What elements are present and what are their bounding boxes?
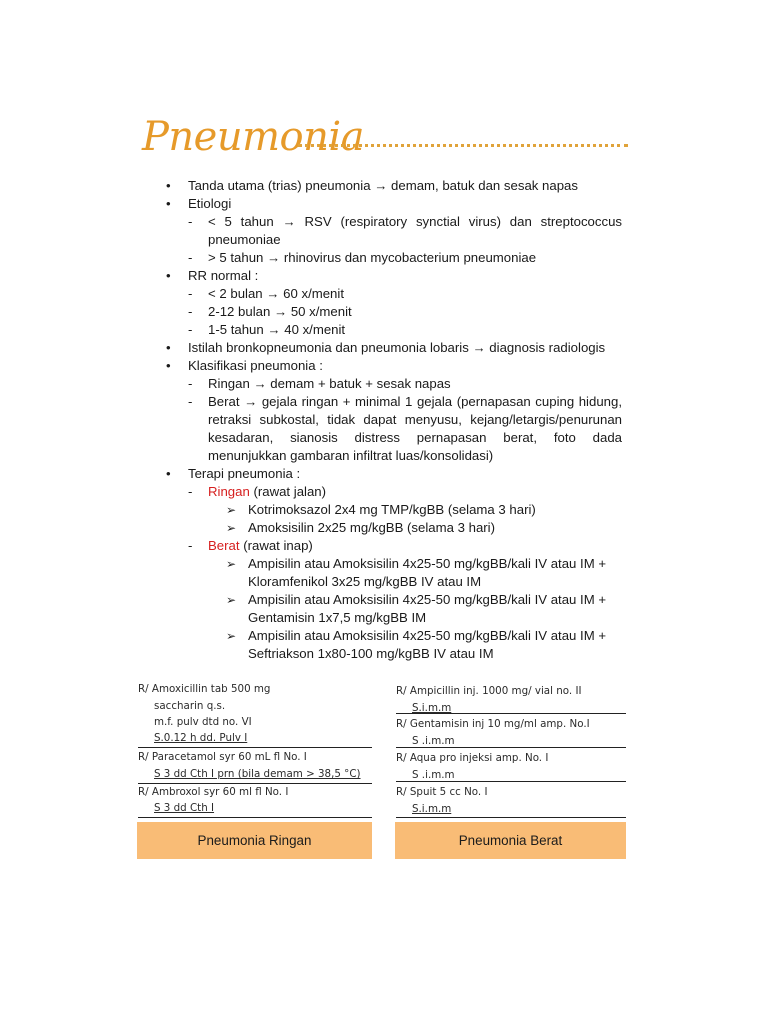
rx-line: R/ Ambroxol syr 60 ml fl No. I [138,786,289,798]
note-etiologi-heading: • Etiologi [166,195,622,213]
rx-line: R/ Ampicillin inj. 1000 mg/ vial no. II [396,685,582,697]
note-terapi-heading: • Terapi pneumonia : [166,465,622,483]
notes-list [166,177,622,663]
page-title: Pneumonia [142,114,365,160]
terapi-ringan [166,483,622,501]
rx-divider [138,783,372,784]
drug-item: ➢ Amoksisilin 2x25 mg/kgBB (selama 3 hari) [166,519,622,537]
rx-divider [396,747,626,748]
klasifikasi-item: - Berat → gejala ringan + minimal 1 gejala (pernapasan cuping hidung, retraksi subkostal, tidak dapat menyusu, kejang/letargis/penurunan kesadaran, sianosis distress pernapasan berat, foto dada menunjukkan gambaran infiltrat luas/konsolidasi) [166,393,622,465]
drug-item: ➢ Kotrimoksazol 2x4 mg TMP/kgBB (selama 3 hari) [166,501,622,519]
note-rr-heading: • RR normal : [166,267,622,285]
rx-divider [396,817,626,818]
terapi-berat [166,537,622,555]
rx-line: R/ Paracetamol syr 60 mL fl No. I [138,751,307,763]
terapi-ringan-label: Ringan [208,484,250,499]
rx-divider [396,781,626,782]
drug-item: ➢ Ampisilin atau Amoksisilin 4x25-50 mg/kgBB/kali IV atau IM + Seftriakson 1x80-100 mg/kgBB IV atau IM [166,627,622,663]
etiologi-item: - < 5 tahun → RSV (respiratory synctial virus) dan streptococcus pneumoniae [166,213,622,249]
terapi-berat-label: Berat [208,538,240,553]
title-row [142,114,628,170]
label-pneumonia-ringan: Pneumonia Ringan [137,822,372,859]
terapi-ringan-suffix: (rawat jalan) [249,484,327,499]
terapi-berat-suffix: (rawat inap) [239,538,313,553]
drug-item: ➢ Ampisilin atau Amoksisilin 4x25-50 mg/kgBB/kali IV atau IM + Gentamisin 1x7,5 mg/kgBB IM [166,591,622,627]
rx-line: saccharin q.s. [154,700,226,712]
note-istilah: • Istilah bronkopneumonia dan pneumonia lobaris → diagnosis radiologis [166,339,622,357]
rx-line: R/ Spuit 5 cc No. I [396,786,488,798]
note-trias: • Tanda utama (trias) pneumonia → demam, batuk dan sesak napas [166,177,622,195]
rx-signa: S.i.m.m [412,803,452,815]
rr-item: - 2-12 bulan → 50 x/menit [166,303,622,321]
drug-item: ➢ Ampisilin atau Amoksisilin 4x25-50 mg/kgBB/kali IV atau IM + Kloramfenikol 3x25 mg/kgBB IV atau IM [166,555,622,591]
rx-divider [396,713,626,714]
label-pneumonia-berat: Pneumonia Berat [395,822,626,859]
rx-divider [138,747,372,748]
rr-item: - < 2 bulan → 60 x/menit [166,285,622,303]
rx-signa: S.0.12 h dd. Pulv I [154,732,248,744]
title-dotted-rule [298,144,628,147]
note-klasifikasi-heading: • Klasifikasi pneumonia : [166,357,622,375]
rx-line: m.f. pulv dtd no. VI [154,716,252,728]
rx-signa: S 3 dd Cth I prn (bila demam > 38,5 °C) [154,768,361,780]
rx-line: R/ Amoxicillin tab 500 mg [138,683,271,695]
rx-signa: S.i.m.m [412,702,452,714]
rx-line: R/ Gentamisin inj 10 mg/ml amp. No.I [396,718,590,730]
etiologi-item: - > 5 tahun → rhinovirus dan mycobacterium pneumoniae [166,249,622,267]
rx-signa: S 3 dd Cth I [154,802,215,814]
rx-line: R/ Aqua pro injeksi amp. No. I [396,752,549,764]
klasifikasi-item: - Ringan → demam + batuk + sesak napas [166,375,622,393]
rx-signa: S .i.m.m [412,735,455,747]
rx-divider [138,817,372,818]
rx-signa: S .i.m.m [412,769,455,781]
rr-item: - 1-5 tahun → 40 x/menit [166,321,622,339]
